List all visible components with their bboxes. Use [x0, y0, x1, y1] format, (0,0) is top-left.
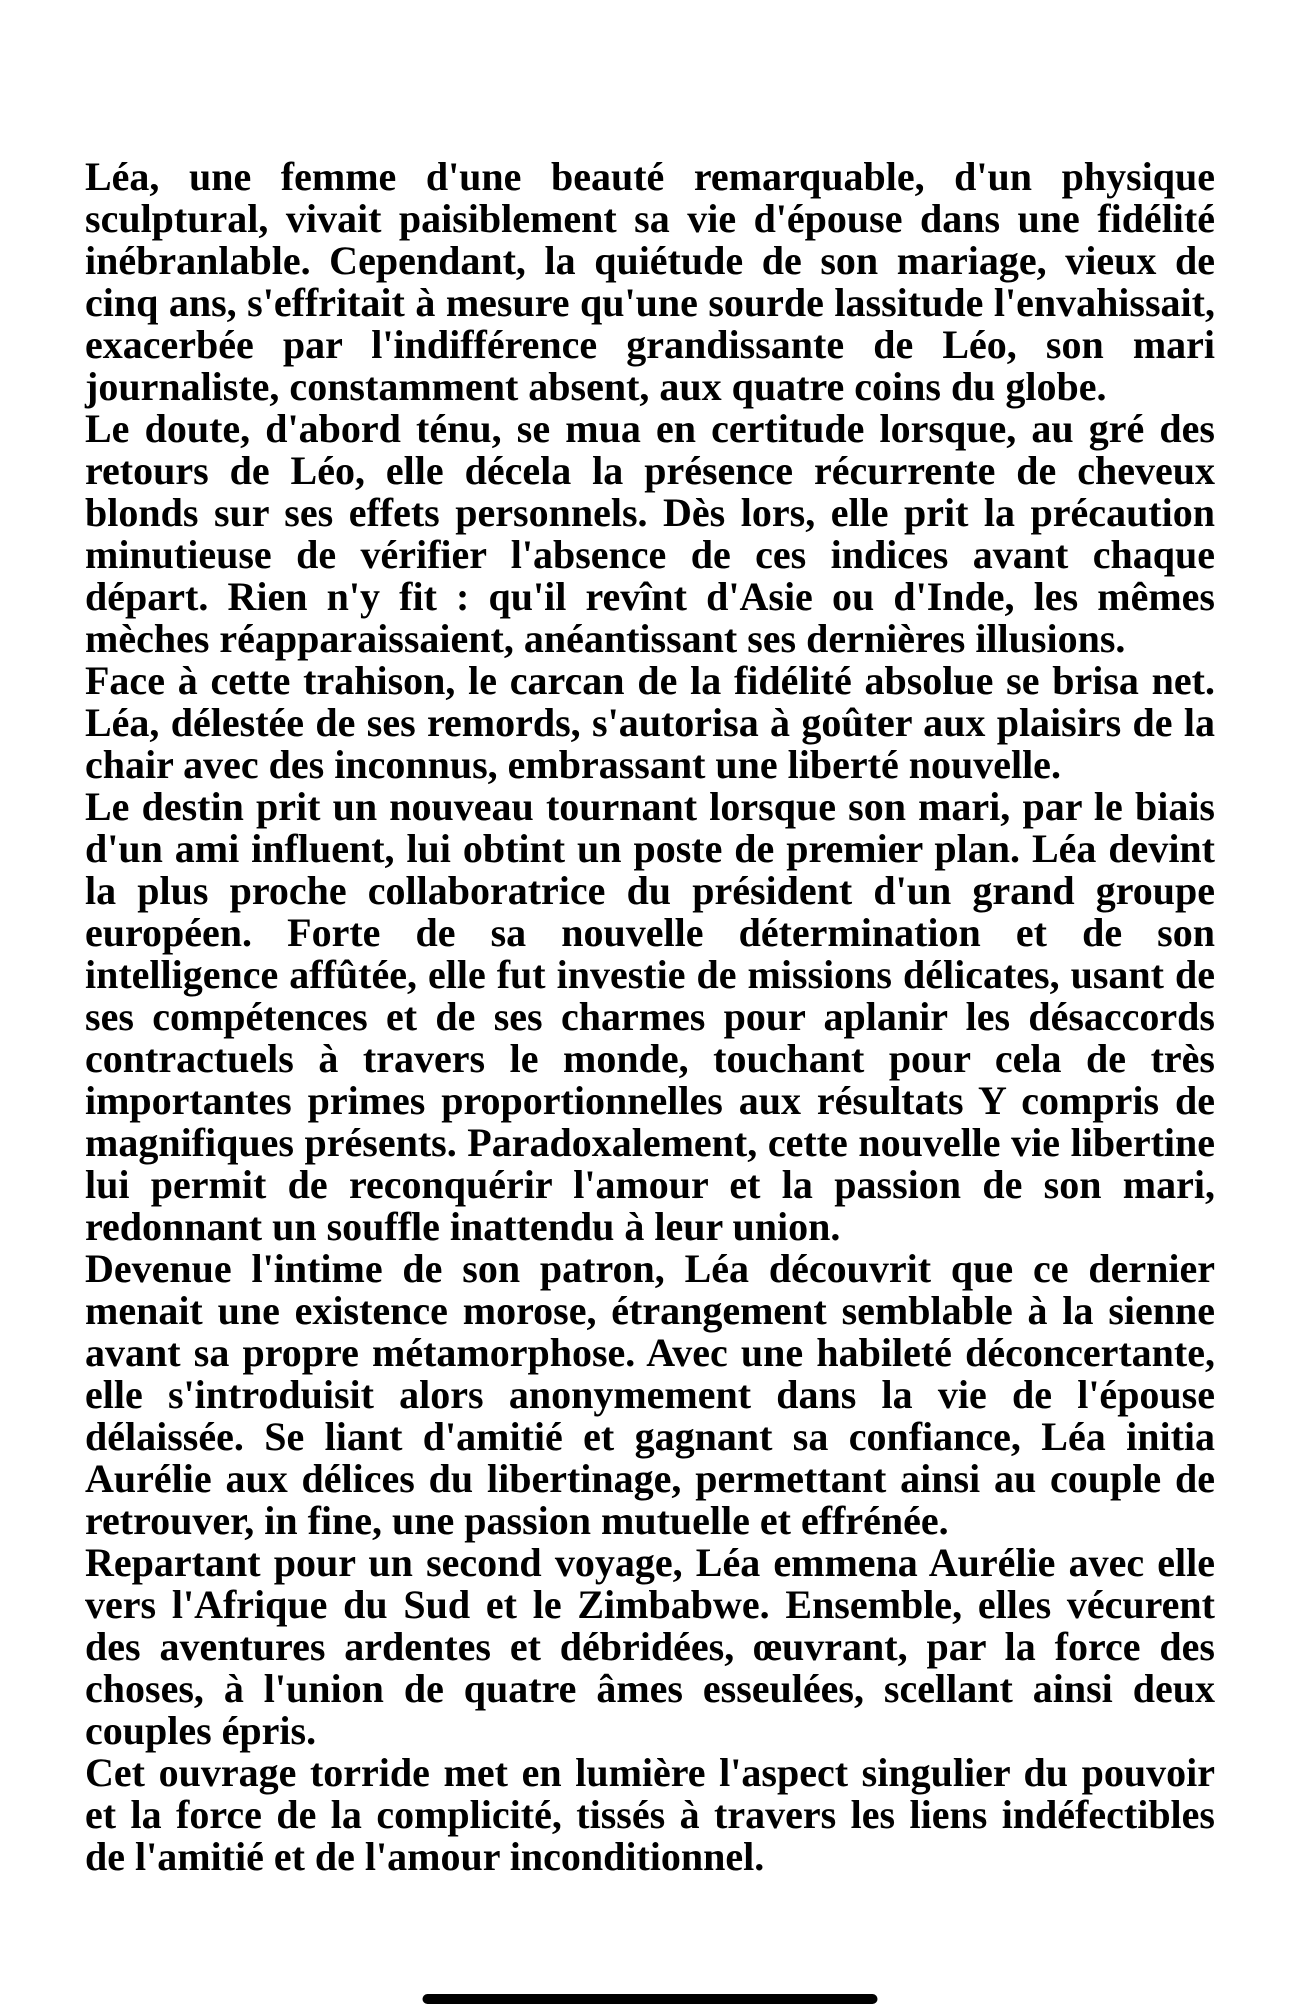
synopsis-paragraph-3: Face à cette trahison, le carcan de la fidélité absolue se brisa net. Léa, délestée de ses remords, s'autorisa à goûter aux plaisirs de la chair avec des inconnus, embrassant une liberté nouvelle.: [85, 658, 1215, 787]
synopsis-paragraph-4: Le destin prit un nouveau tournant lorsque son mari, par le biais d'un ami influent, lui obtint un poste de premier plan. Léa devint la plus proche collaboratrice du président d'un grand groupe européen. Forte de sa nouvelle détermination et de son intelligence affûtée, elle fut investie de missions délicates, usant de ses compétences et de ses charmes pour aplanir les désaccords contractuels à travers le monde, touchant pour cela de très importantes primes proportionnelles aux résultats Y compris de magnifiques présents. Paradoxalement, cette nouvelle vie libertine lui permit de reconquérir l'amour et la passion de son mari, redonnant un souffle inattendu à leur union.: [85, 784, 1215, 1249]
synopsis-paragraph-5: Devenue l'intime de son patron, Léa découvrit que ce dernier menait une existence morose, étrangement semblable à la sienne avant sa propre métamorphose. Avec une habileté déconcertante, elle s'introduisit alors anonymement dans la vie de l'épouse délaissée. Se liant d'amitié et gagnant sa confiance, Léa initia Aurélie aux délices du libertinage, permettant ainsi au couple de retrouver, in fine, une passion mutuelle et effrénée.: [85, 1246, 1215, 1543]
synopsis-paragraph-2: Le doute, d'abord ténu, se mua en certitude lorsque, au gré des retours de Léo, elle décela la présence récurrente de cheveux blonds sur ses effets personnels. Dès lors, elle prit la précaution minutieuse de vérifier l'absence de ces indices avant chaque départ. Rien n'y fit : qu'il revînt d'Asie ou d'Inde, les mêmes mèches réapparaissaient, anéantissant ses dernières illusions.: [85, 406, 1215, 661]
book-synopsis-text: [85, 156, 1215, 1878]
synopsis-paragraph-7: Cet ouvrage torride met en lumière l'aspect singulier du pouvoir et la force de la complicité, tissés à travers les liens indéfectibles de l'amitié et de l'amour inconditionnel.: [85, 1750, 1215, 1879]
synopsis-paragraph-1: Léa, une femme d'une beauté remarquable, d'un physique sculptural, vivait paisiblement sa vie d'épouse dans une fidélité inébranlable. Cependant, la quiétude de son mariage, vieux de cinq ans, s'effritait à mesure qu'une sourde lassitude l'envahissait, exacerbée par l'indifférence grandissante de Léo, son mari journaliste, constamment absent, aux quatre coins du globe.: [85, 154, 1215, 409]
synopsis-paragraph-6: Repartant pour un second voyage, Léa emmena Aurélie avec elle vers l'Afrique du Sud et le Zimbabwe. Ensemble, elles vécurent des aventures ardentes et débridées, œuvrant, par la force des choses, à l'union de quatre âmes esseulées, scellant ainsi deux couples épris.: [85, 1540, 1215, 1753]
home-indicator-bar[interactable]: [423, 1994, 878, 2004]
